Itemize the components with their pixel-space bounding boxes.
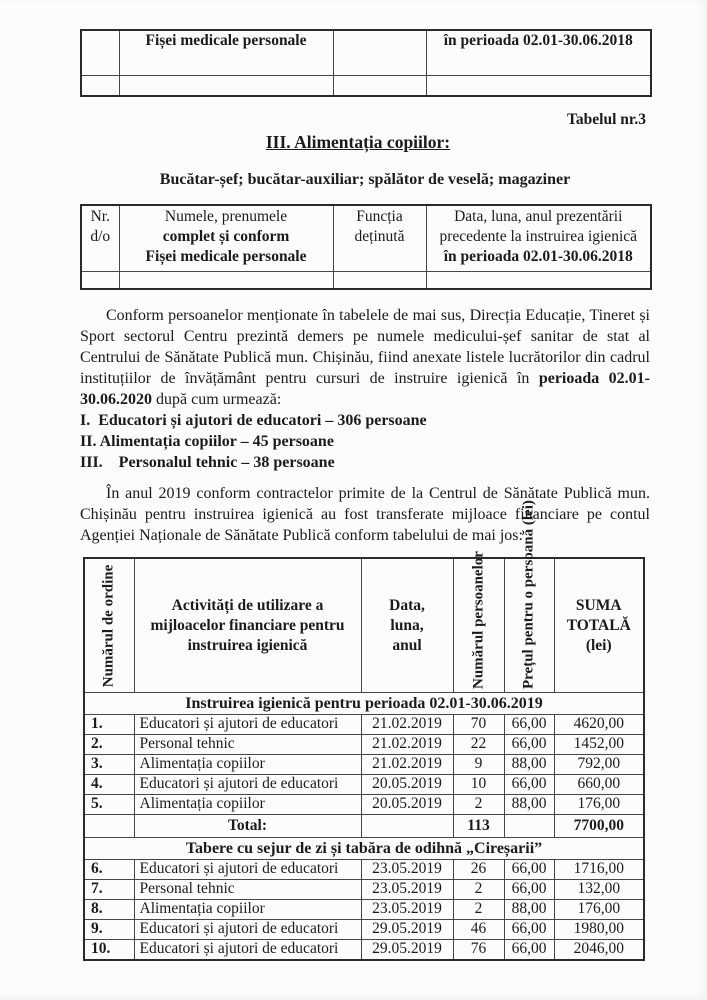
header-name — [119, 205, 333, 272]
paragraph-text: Conform persoanelor menționate în tabelele de mai sus, Direcția Educație, Tineret și Sport sectorul Centru prezintă demers pe numele medicului-șef sanitar de stat al Centrului de Sănătate Publică mun. Chișinău, fiind anexate listele lucrătorilor din cadrul instituțiilor de învățământ pentru cursuri de instruire igienică în — [80, 307, 650, 387]
empty-cell — [426, 272, 651, 290]
sum-cell: 660,00 — [554, 775, 644, 795]
paragraph-demers — [80, 305, 650, 410]
header-date — [361, 558, 453, 693]
medical-file-cell: Fișei medicale personale — [119, 30, 333, 76]
activity-cell: Educatori și ajutori de educatori — [134, 775, 361, 795]
activity-cell: Educatori și ajutori de educatori — [134, 920, 361, 940]
persons-cell: 9 — [453, 755, 504, 775]
section-title-cell: Instruirea igienică pentru perioada 02.01-30.06.2019 — [84, 693, 644, 715]
header-line: Numărul — [470, 630, 486, 689]
table-row — [84, 920, 644, 940]
header-line: d/o — [90, 228, 111, 245]
empty-cell — [119, 76, 333, 97]
row-number-cell: 2. — [84, 735, 134, 755]
sum-cell: 176,00 — [554, 900, 644, 920]
total-sum-cell: 7700,00 — [554, 815, 644, 838]
sum-cell: 792,00 — [554, 755, 644, 775]
header-line: (lei) — [585, 636, 612, 654]
header-line: persoanelor — [470, 550, 486, 627]
sum-cell: 4620,00 — [554, 715, 644, 735]
total-label-cell: Total: — [134, 815, 361, 838]
section-row-tabere — [84, 838, 644, 860]
table-row — [84, 880, 644, 900]
date-cell: 29.05.2019 — [361, 940, 453, 961]
price-cell: 66,00 — [504, 880, 554, 900]
price-cell: 66,00 — [504, 735, 554, 755]
empty-cell — [333, 30, 426, 76]
persons-cell: 70 — [453, 715, 504, 735]
activity-cell: Alimentația copiilor — [134, 755, 361, 775]
price-cell: 66,00 — [504, 775, 554, 795]
empty-cell — [119, 272, 333, 290]
empty-cell — [333, 272, 426, 290]
activity-cell: Personal tehnic — [134, 880, 361, 900]
persons-cell: 2 — [453, 900, 504, 920]
date-cell: 23.05.2019 — [361, 860, 453, 880]
header-total-sum — [554, 558, 644, 693]
activity-cell: Alimentația copiilor — [134, 900, 361, 920]
header-line: Activități de utilizare a — [171, 596, 324, 614]
header-lines — [138, 559, 358, 692]
persons-cell: 22 — [453, 735, 504, 755]
header-line: Prețul pentru o — [520, 590, 537, 689]
price-cell: 88,00 — [504, 900, 554, 920]
date-cell: 20.05.2019 — [361, 775, 453, 795]
header-line: luna, — [390, 616, 424, 634]
empty-cell — [361, 815, 453, 838]
header-activities — [134, 558, 361, 693]
activity-cell: Educatori și ajutori de educatori — [134, 940, 361, 961]
header-persons-count — [453, 550, 504, 693]
empty-cell — [333, 76, 426, 97]
section-row-instruirea — [84, 693, 644, 715]
table-row — [84, 940, 644, 961]
list-item-alimentatia: II. Alimentația copiilor – 45 persoane — [80, 433, 334, 450]
date-cell: 29.05.2019 — [361, 920, 453, 940]
header-lines — [558, 559, 641, 692]
sum-cell: 2046,00 — [554, 940, 644, 961]
persons-cell: 10 — [453, 775, 504, 795]
header-function — [333, 205, 426, 272]
header-line: de ordine — [100, 564, 117, 625]
paragraph-bold-period: perioada 02.01-30.06.2020 — [80, 370, 650, 408]
table-row — [84, 795, 644, 815]
header-line: Numele, prenumele — [164, 208, 288, 225]
rotated-header — [520, 499, 538, 689]
persons-cell: 2 — [453, 795, 504, 815]
list-item-personal-tehnic: III. Personalul tehnic – 38 persoane — [80, 454, 335, 471]
row-number-cell: 6. — [84, 860, 134, 880]
activity-cell: Personal tehnic — [134, 735, 361, 755]
section-subtitle: Bucătar-șef; bucătar-auxiliar; spălător de veselă; magaziner — [159, 171, 571, 188]
persons-cell: 76 — [453, 940, 504, 961]
list-item-educators: I. Educatori și ajutori de educatori – 306 persoane — [80, 412, 427, 429]
price-cell: 66,00 — [504, 860, 554, 880]
activity-cell: Alimentația copiilor — [134, 795, 361, 815]
row-number-cell: 10. — [84, 940, 134, 961]
empty-cell — [81, 30, 119, 76]
table-row — [84, 775, 644, 795]
row-number-cell: 4. — [84, 775, 134, 795]
sum-cell: 1452,00 — [554, 735, 644, 755]
table-row — [81, 30, 651, 76]
category-list — [80, 410, 650, 473]
header-line: precedente la instruirea igienică — [439, 228, 638, 245]
header-line: Data, luna, anul prezentării — [454, 208, 623, 225]
persons-cell: 26 — [453, 860, 504, 880]
section-title-cell: Tabere cu sejur de zi și tabăra de odihnă „Cireșarii” — [84, 838, 644, 860]
row-number-cell: 9. — [84, 920, 134, 940]
section-title: III. Alimentația copiilor: — [265, 132, 451, 152]
row-number-cell: 1. — [84, 715, 134, 735]
period-cell: în perioada 02.01-30.06.2018 — [426, 30, 651, 76]
sum-cell: 1716,00 — [554, 860, 644, 880]
header-line: Funcția — [356, 208, 403, 225]
sum-cell: 132,00 — [554, 880, 644, 900]
header-price-per-person — [504, 499, 554, 693]
rotated-header — [470, 550, 487, 689]
staff-table — [80, 204, 652, 290]
paragraph-text: după cum urmează: — [152, 391, 282, 408]
persons-cell: 46 — [453, 920, 504, 940]
sum-cell: 176,00 — [554, 795, 644, 815]
rotated-header — [101, 563, 118, 689]
header-line: SUMA — [575, 596, 622, 614]
empty-cell — [81, 272, 119, 290]
table-row — [84, 900, 644, 920]
header-lines — [365, 559, 450, 692]
table-row-empty — [81, 76, 651, 97]
row-number-cell: 5. — [84, 795, 134, 815]
activity-cell: Educatori și ajutori de educatori — [134, 715, 361, 735]
empty-cell — [426, 76, 651, 97]
total-row — [84, 815, 644, 838]
header-order-number — [84, 558, 134, 693]
date-cell: 21.02.2019 — [361, 755, 453, 775]
row-number-cell: 7. — [84, 880, 134, 900]
finance-table-header-row — [84, 558, 644, 693]
header-nr — [81, 205, 119, 272]
sum-cell: 1980,00 — [554, 920, 644, 940]
table-row — [84, 755, 644, 775]
price-cell: 66,00 — [504, 940, 554, 961]
paragraph-finances: În anul 2019 conform contractelor primite de la Centrul de Sănătate Publică mun. Chișinău pentru instruirea igienică au fost transferate mijloace financiare pe contul Agenției Naționale de Sănătate Publică conform tabelului de mai jos: — [80, 485, 650, 544]
price-cell: 88,00 — [504, 795, 554, 815]
price-cell: 66,00 — [504, 920, 554, 940]
previous-table-fragment — [80, 29, 652, 97]
empty-cell — [84, 815, 134, 838]
header-line: deținută — [354, 228, 405, 245]
table-row — [84, 860, 644, 880]
header-line: complet și conform — [162, 228, 290, 245]
activity-cell: Educatori și ajutori de educatori — [134, 860, 361, 880]
header-line: Nr. — [90, 208, 110, 225]
price-cell: 66,00 — [504, 715, 554, 735]
header-line: Data, — [389, 596, 425, 614]
header-line: anul — [392, 636, 422, 654]
header-line: în perioada 02.01-30.06.2018 — [443, 248, 633, 265]
header-line: mijloacelor financiare pentru — [150, 616, 345, 634]
table-row-empty — [81, 272, 651, 290]
date-cell: 23.05.2019 — [361, 900, 453, 920]
price-cell: 88,00 — [504, 755, 554, 775]
date-cell: 20.05.2019 — [361, 795, 453, 815]
date-cell: 23.05.2019 — [361, 880, 453, 900]
header-line: instruirea igienică — [187, 636, 308, 654]
empty-cell — [504, 815, 554, 838]
table-row — [84, 735, 644, 755]
staff-table-header-row — [81, 205, 651, 272]
header-date — [426, 205, 651, 272]
header-line: Numărul — [100, 628, 117, 687]
persons-cell: 2 — [453, 880, 504, 900]
row-number-cell: 8. — [84, 900, 134, 920]
empty-cell — [81, 76, 119, 97]
total-persons-cell: 113 — [453, 815, 504, 838]
header-line: TOTALĂ — [566, 616, 631, 634]
header-line: Fișei medicale personale — [145, 248, 307, 265]
date-cell: 21.02.2019 — [361, 715, 453, 735]
date-cell: 21.02.2019 — [361, 735, 453, 755]
row-number-cell: 3. — [84, 755, 134, 775]
table-row — [84, 715, 644, 735]
header-line: persoană (lei) — [520, 499, 537, 587]
table-number-label: Tabelul nr.3 — [567, 111, 646, 128]
